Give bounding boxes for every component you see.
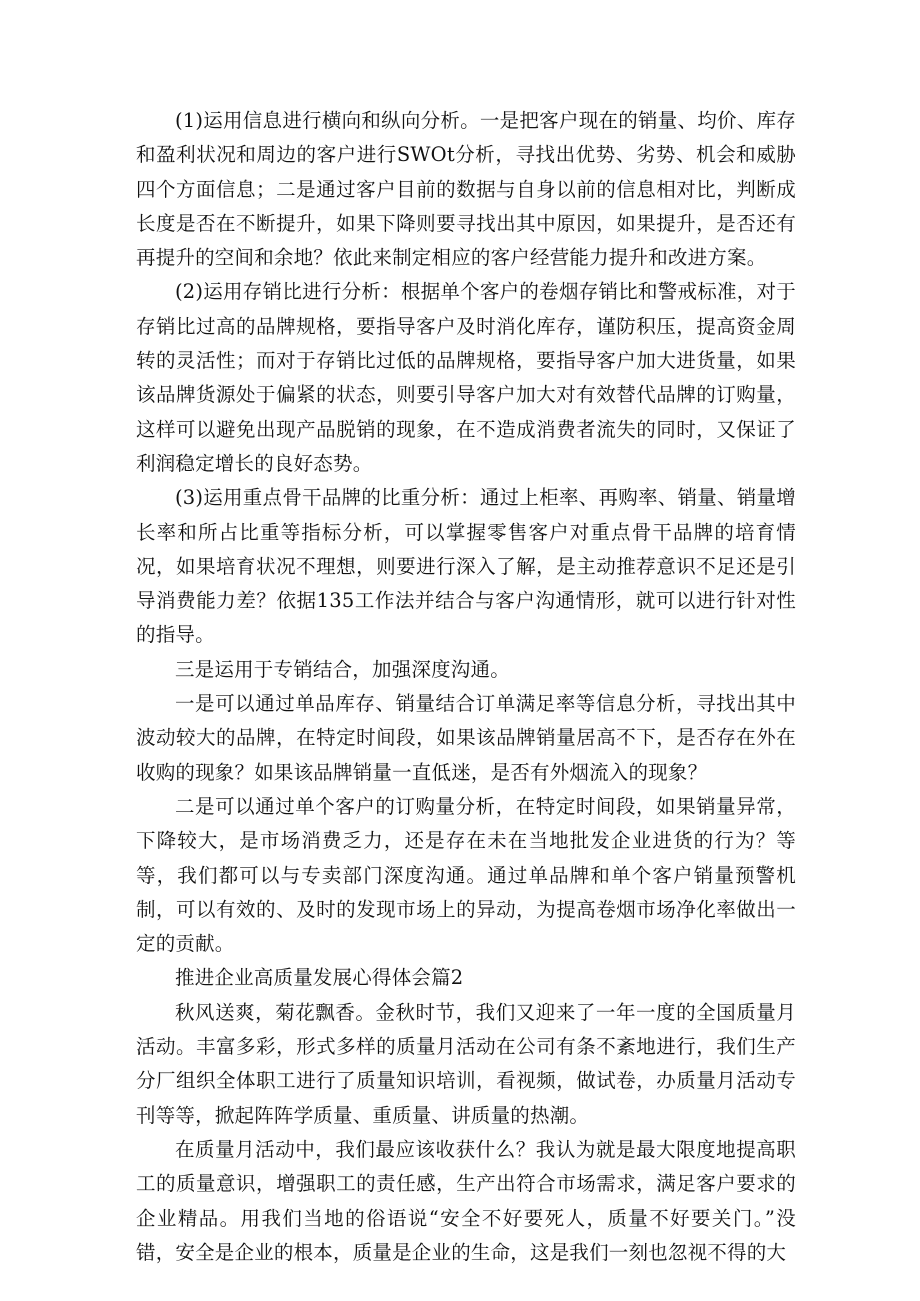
paragraph-section-three: 三是运用于专销结合，加强深度沟通。 [175,657,510,681]
paragraph-point-one: 一是可以通过单品库存、销量结合订单满足率等信息分析，寻找出其中波动较大的品牌，在特定时间段，如果该品牌销量居高不下，是否存在外在收购的现象？如果该品牌销量一直低迷，是否有外烟流入的现象？ [136,692,796,784]
paragraph-analysis-1: (1)运用信息进行横向和纵向分析。一是把客户现在的销量、均价、库存和盈利状况和周边的客户进行SWOt分析，寻找出优势、劣势、机会和威胁四个方面信息；二是通过客户目前的数据与自身以前的信息相对比，判断成长度是否在不断提升，如果下降则要寻找出其中原因，如果提升，是否还有再提升的空间和余地？依此来制定相应的客户经营能力提升和改进方案。 [136,109,796,270]
paragraph-analysis-3: (3)运用重点骨干品牌的比重分析：通过上柜率、再购率、销量、销量增长率和所占比重等指标分析，可以掌握零售客户对重点骨干品牌的培育情况，如果培育状况不理想，则要进行深入了解，是主动推荐意识不足还是引导消费能力差？依据135工作法并结合与客户沟通情形，就可以进行针对性的指导。 [136,486,796,647]
paragraph-quality-month: 在质量月活动中，我们最应该收获什么？我认为就是最大限度地提高职工的质量意识，增强职工的责任感，生产出符合市场需求，满足客户要求的企业精品。用我们当地的俗语说“安全不好要死人，质量不好要关门。”没错，安全是企业的根本，质量是企业的生命，这是我们一刻也忽视不得的大 [136,1137,796,1264]
paragraph-point-two: 二是可以通过单个客户的订购量分析，在特定时间段，如果销量异常，下降较大，是市场消费乏力，还是存在未在当地批发企业进货的行为？等等，我们都可以与专卖部门深度沟通。通过单品牌和单个客户销量预警机制，可以有效的、及时的发现市场上的异动，为提高卷烟市场净化率做出一定的贡献。 [136,794,796,956]
document-body [136,104,796,1270]
paragraph-analysis-2: (2)运用存销比进行分析：根据单个客户的卷烟存销比和警戒标准，对于存销比过高的品牌规格，要指导客户及时消化库存，谨防积压，提高资金周转的灵活性；而对于存销比过低的品牌规格，要指导客户加大进货量，如果该品牌货源处于偏紧的状态，则要引导客户加大对有效替代品牌的订购量，这样可以避免出现产品脱销的现象，在不造成消费者流失的同时，又保证了利润稳定增长的良好态势。 [136,280,796,475]
paragraph-autumn: 秋风送爽，菊花飘香。金秋时节，我们又迎来了一年一度的全国质量月活动。丰富多彩，形式多样的质量月活动在公司有条不紊地进行，我们生产分厂组织全体职工进行了质量知识培训，看视频，做试卷，办质量月活动专刊等等，掀起阵阵学质量、重质量、讲质量的热潮。 [136,1000,796,1127]
section-heading: 推进企业高质量发展心得体会篇2 [175,966,464,990]
